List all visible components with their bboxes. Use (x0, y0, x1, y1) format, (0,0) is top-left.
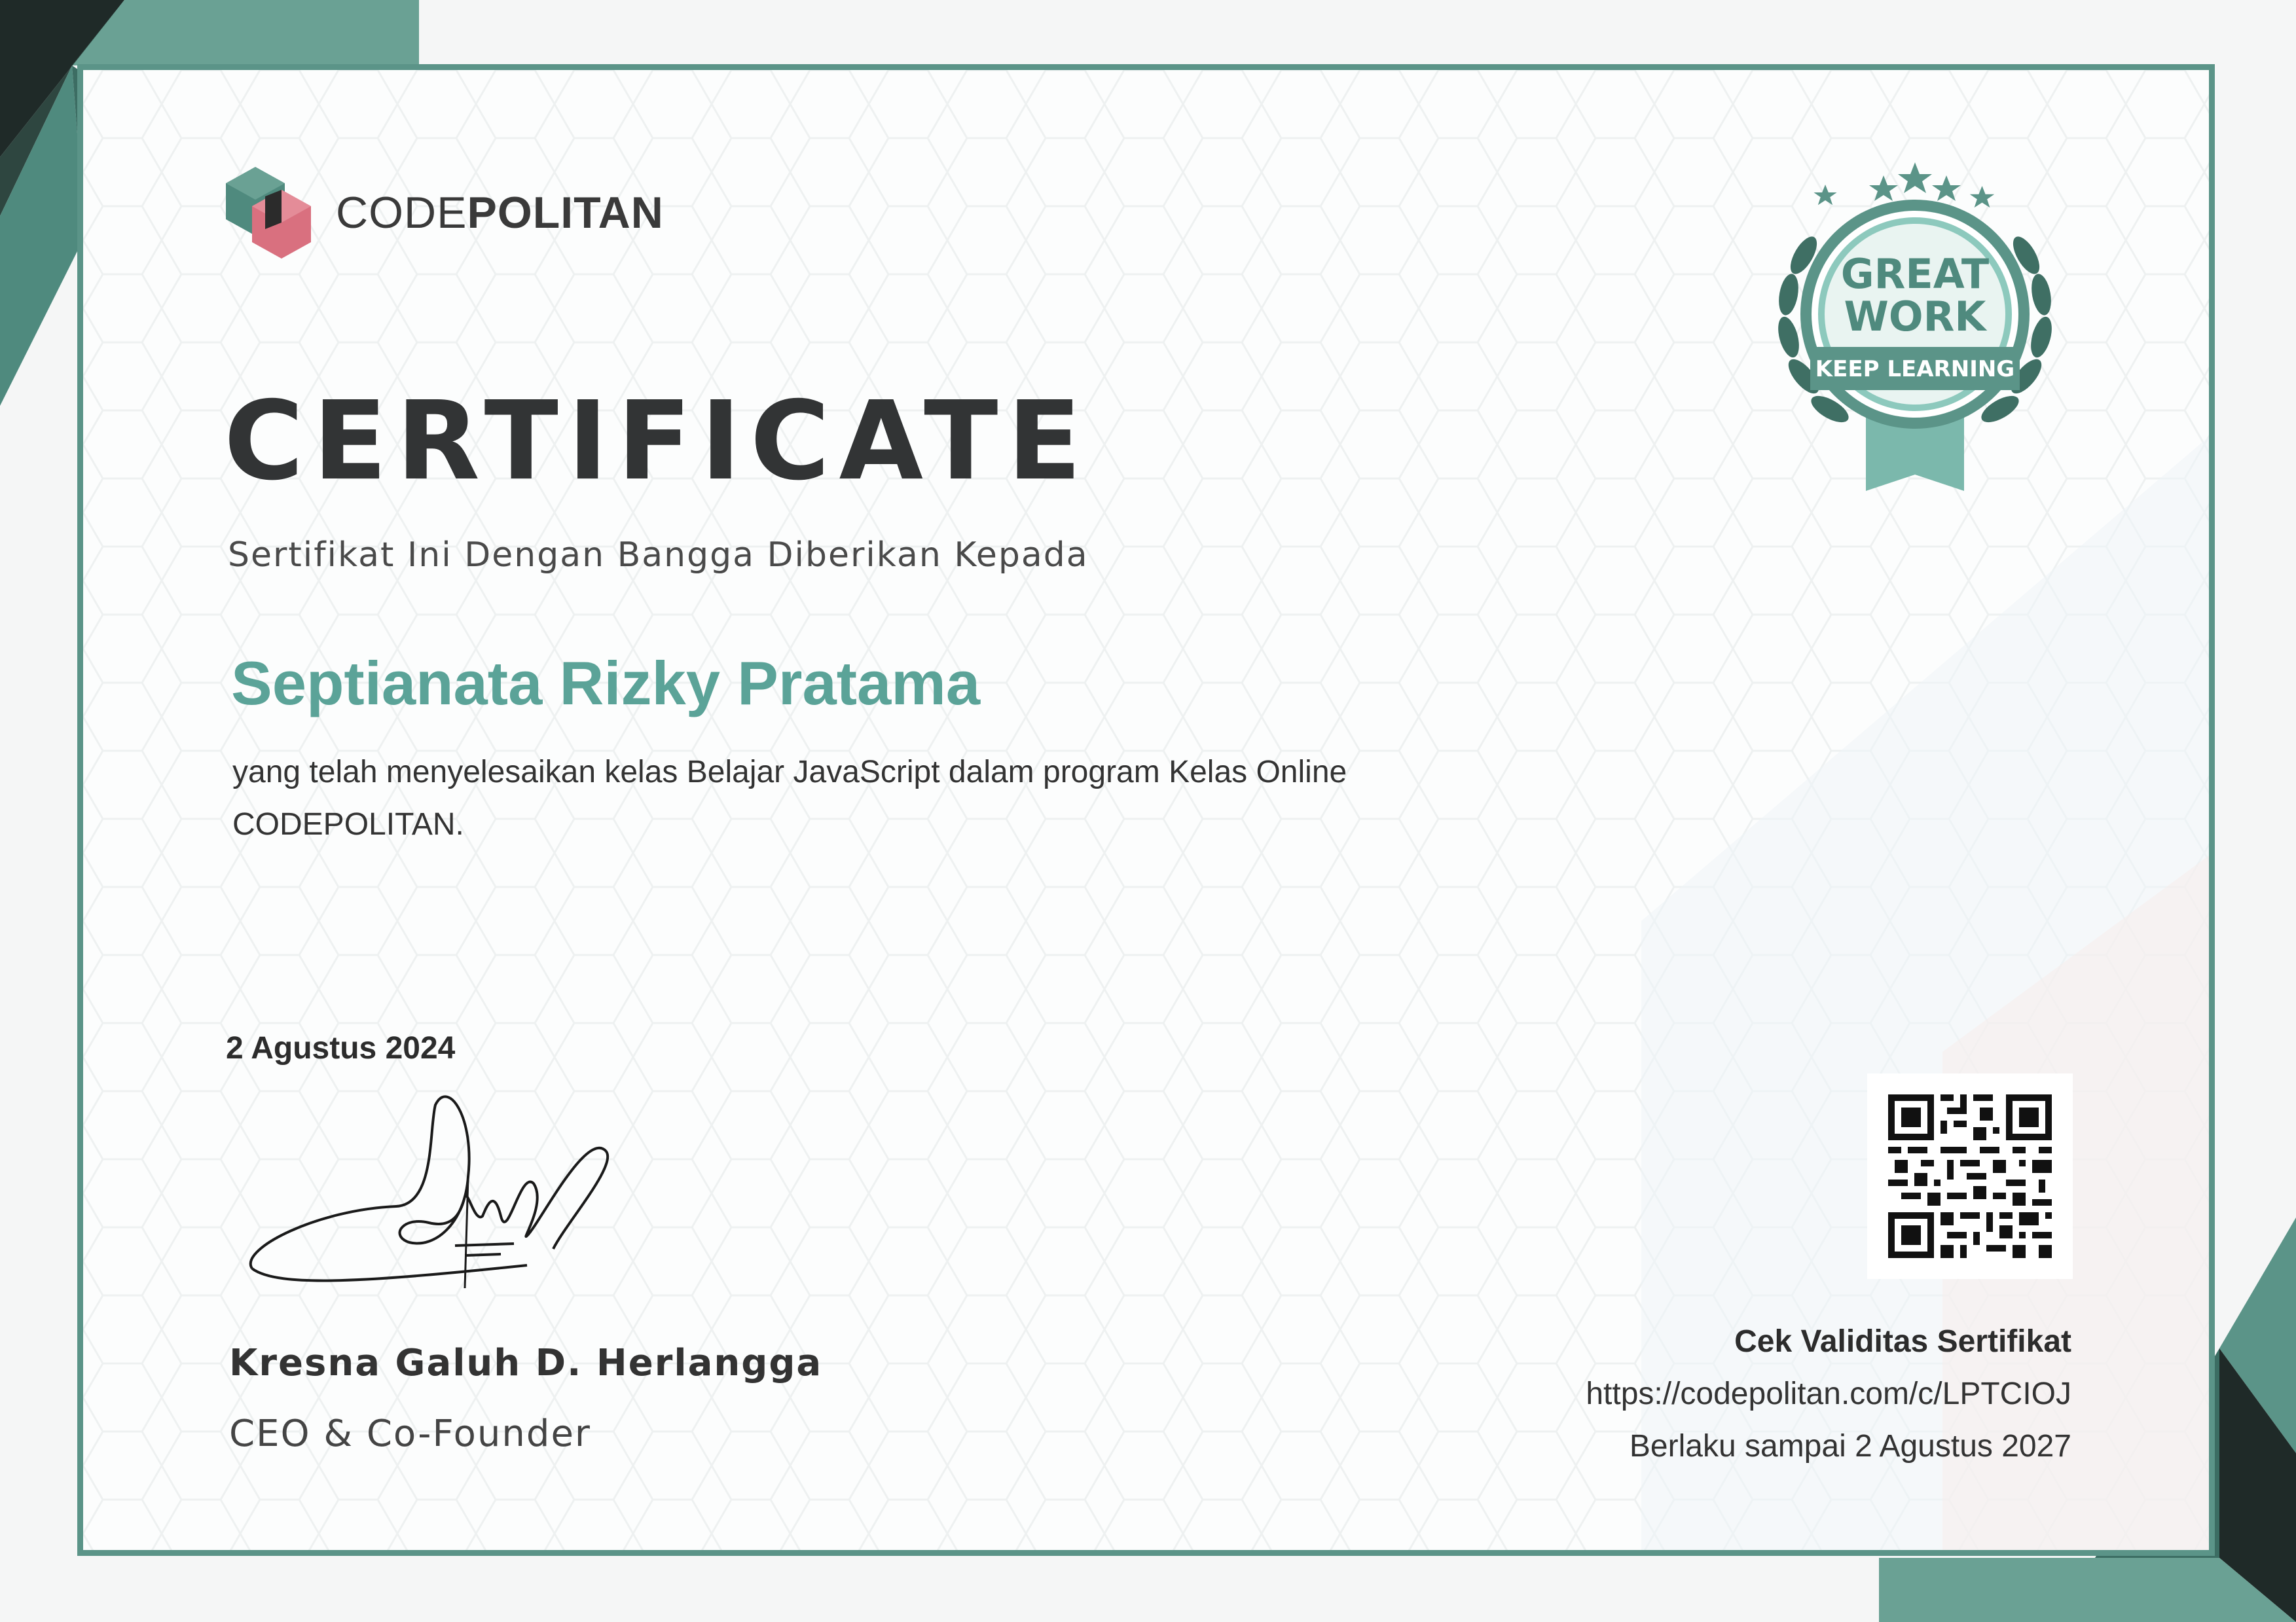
badge-line-2: WORK (1844, 293, 1986, 340)
verification-info (1586, 1316, 2071, 1473)
certificate-subtitle: Sertifikat Ini Dengan Bangga Diberikan Kepada (228, 535, 1089, 575)
verification-url[interactable]: https://codepolitan.com/c/LPTCIOJ (1586, 1377, 2071, 1411)
certificate-description (232, 746, 1476, 851)
recipient-name: Septianata Rizky Pratama (231, 649, 981, 717)
validity-period: Berlaku sampai 2 Agustus 2027 (1629, 1429, 2071, 1464)
signature-image (239, 1092, 632, 1308)
badge-line-1: GREAT (1840, 250, 1990, 298)
qr-code-icon (1888, 1094, 2052, 1258)
signer-name: Kresna Galuh D. Herlangga (229, 1342, 823, 1384)
certificate-title: CERTIFICATE (224, 378, 1091, 505)
great-work-badge (1748, 157, 2082, 497)
verification-qr-code[interactable] (1867, 1073, 2073, 1279)
badge-ribbon-text: KEEP LEARNING (1815, 356, 2015, 382)
verification-title: Cek Validitas Sertifikat (1734, 1324, 2071, 1359)
logo-wordmark: CODEPOLITAN (336, 188, 664, 238)
description-line-2: CODEPOLITAN. (232, 807, 464, 842)
issue-date: 2 Agustus 2024 (226, 1031, 456, 1066)
signer-role: CEO & Co-Founder (229, 1413, 591, 1455)
description-line-1: yang telah menyelesaikan kelas Belajar JavaScript dalam program Kelas Online (232, 755, 1347, 789)
codepolitan-logo-icon (219, 160, 318, 265)
codepolitan-logo (219, 160, 664, 265)
